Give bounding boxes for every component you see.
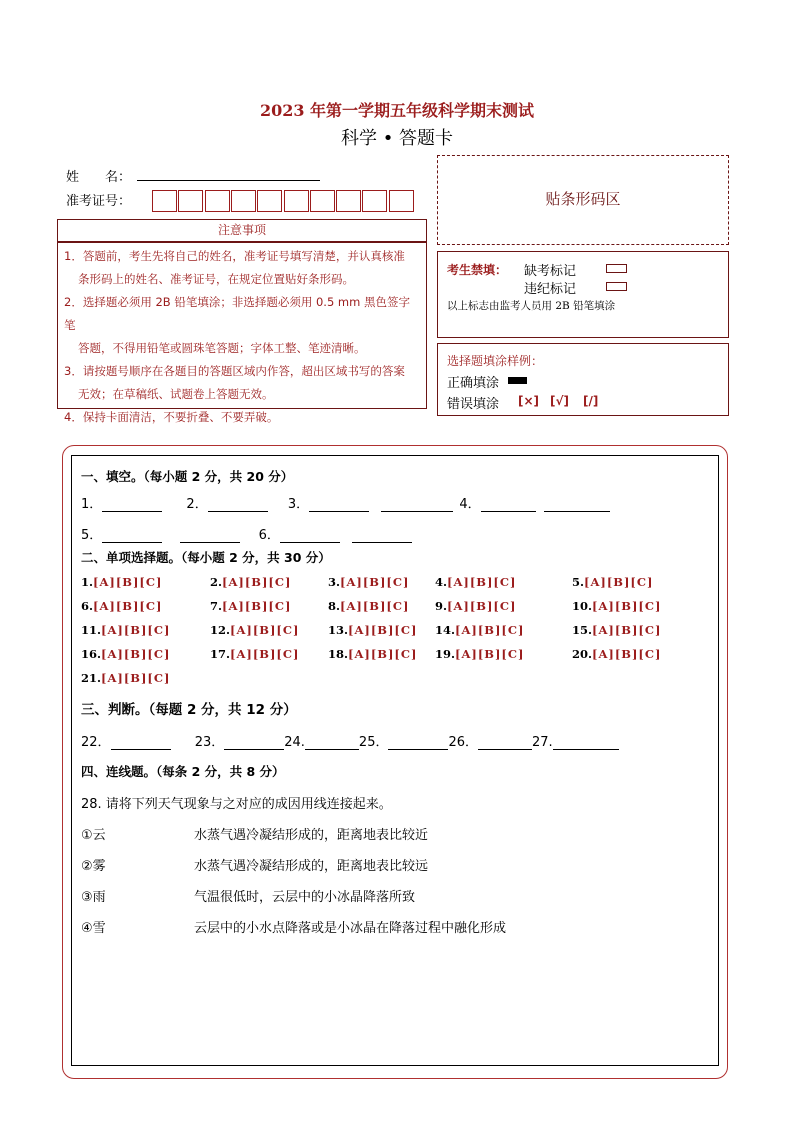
match-right-item[interactable]: 云层中的小水点降落或是小冰晶在降落过程中融化形成 [194,921,507,936]
choice-item [435,647,524,661]
id-digit-box[interactable] [178,190,203,212]
blank[interactable] [102,530,162,543]
notice-item: 4．保持卡面清洁，不要折叠、不要弄破。 [64,410,279,424]
match-left-item[interactable]: ②雾 [81,859,106,874]
wrong-mark: [/] [583,394,599,408]
choice-item [210,623,299,637]
choice-options[interactable]: [A][B][C] [447,599,517,613]
choice-options[interactable]: [A][B][C] [101,671,171,685]
notice-item: 3．请按题号顺序在各题目的答题区域内作答，超出区域书写的答案 [64,364,405,378]
id-digit-box[interactable] [284,190,309,212]
answer-area [71,455,719,1066]
choice-item [210,647,299,661]
blank[interactable] [481,499,536,512]
choice-options[interactable]: [A][B][C] [101,647,171,661]
id-digit-box[interactable] [205,190,230,212]
choice-options[interactable]: [A][B][C] [93,575,163,589]
blank[interactable] [388,737,448,750]
choice-item [572,647,661,661]
choice-options[interactable]: [A][B][C] [455,647,525,661]
judge-label: 26． [448,735,479,750]
choice-options[interactable]: [A][B][C] [584,575,654,589]
choice-number: 3. [328,575,341,589]
fill-label: 1． [81,497,103,512]
match-left-item[interactable]: ③雨 [81,890,106,905]
judge-label: 22． [81,735,111,750]
match-right-item[interactable]: 气温很低时，云层中的小冰晶降落所致 [194,890,416,905]
section-fill-title: 一、填空。（每小题 2 分，共 20 分） [81,469,294,484]
choice-number: 13. [328,623,349,637]
judge-label: 23． [194,735,225,750]
notice-title: 注意事项 [57,219,427,242]
match-right-item[interactable]: 水蒸气遇冷凝结形成的，距离地表比较近 [194,828,429,843]
choice-number: 15. [572,623,593,637]
judge-row [81,731,619,750]
page-subtitle: 科学 • 答题卡 [340,128,454,149]
choice-options[interactable]: [A][B][C] [340,599,410,613]
choice-number: 1. [81,575,94,589]
choice-options[interactable]: [A][B][C] [455,623,525,637]
section-judge-title: 三、判断。（每题 2 分，共 12 分） [81,702,297,718]
choice-number: 17. [210,647,231,661]
choice-item [81,599,162,613]
choice-item [435,575,516,589]
forbidden-note: 以上标志由监考人员用 2B 铅笔填涂 [447,300,616,312]
choice-item [435,599,516,613]
violation-checkbox[interactable] [606,282,627,291]
choice-number: 21. [81,671,102,685]
name-label: 姓 名： [66,170,132,185]
notice-item: 条形码上的姓名、准考证号，在规定位置贴好条形码。 [78,272,354,286]
choice-item [81,575,162,589]
id-digit-box[interactable] [362,190,387,212]
absent-checkbox[interactable] [606,264,627,273]
choice-options[interactable]: [A][B][C] [222,575,292,589]
choice-options[interactable]: [A][B][C] [230,623,300,637]
judge-label: 24. [284,735,305,750]
notice-item: 2．选择题必须用 2B 铅笔填涂；非选择题必须用 0.5 mm 黑色签字笔 [64,295,410,332]
choice-options[interactable]: [A][B][C] [592,623,662,637]
sample-title: 选择题填涂样例： [447,354,544,368]
choice-number: 4. [435,575,448,589]
choice-number: 7. [210,599,223,613]
choice-options[interactable]: [A][B][C] [348,623,418,637]
choice-item [328,599,409,613]
violation-label: 违纪标记 [524,282,577,297]
wrong-mark: [√] [550,394,569,408]
choice-options[interactable]: [A][B][C] [230,647,300,661]
blank[interactable] [180,530,240,543]
id-label: 准考证号： [66,194,132,209]
blank[interactable] [224,737,284,750]
blank[interactable] [352,530,412,543]
fill-label: 2． [186,497,208,512]
absent-label: 缺考标记 [524,264,577,279]
choice-number: 9. [435,599,448,613]
choice-item [572,623,661,637]
choice-options[interactable]: [A][B][C] [101,623,171,637]
blank[interactable] [305,737,359,750]
match-left-item[interactable]: ①云 [81,828,106,843]
match-left-item[interactable]: ④雪 [81,921,106,936]
choice-item [572,575,653,589]
choice-item [572,599,661,613]
choice-options[interactable]: [A][B][C] [93,599,163,613]
fill-label: 5． [81,528,103,543]
choice-number: 16. [81,647,102,661]
choice-number: 2. [210,575,223,589]
choice-number: 20. [572,647,593,661]
judge-label: 27. [532,735,553,750]
blank[interactable] [208,499,268,512]
choice-number: 5. [572,575,585,589]
blank[interactable] [309,499,369,512]
filled-mark-icon [508,377,527,384]
choice-item [81,671,170,685]
choice-options[interactable]: [A][B][C] [592,599,662,613]
blank[interactable] [111,737,171,750]
section-choice-title: 二、单项选择题。（每小题 2 分，共 30 分） [81,550,331,565]
choice-item [81,647,170,661]
notice-item: 答题，不得用铅笔或圆珠笔答题；字体工整、笔迹清晰。 [78,341,366,355]
id-digit-box[interactable] [310,190,335,212]
blank[interactable] [544,499,610,512]
choice-number: 11. [81,623,102,637]
choice-number: 10. [572,599,593,613]
choice-item [328,623,417,637]
choice-number: 18. [328,647,349,661]
blank[interactable] [102,499,162,512]
choice-number: 12. [210,623,231,637]
id-digit-box[interactable] [336,190,361,212]
choice-item [328,575,409,589]
choice-item [210,575,291,589]
id-digit-box[interactable] [152,190,177,212]
choice-number: 14. [435,623,456,637]
forbidden-label: 考生禁填： [447,263,508,277]
blank[interactable] [478,737,532,750]
choice-number: 8. [328,599,341,613]
fill-row [81,493,610,512]
choice-options[interactable]: [A][B][C] [348,647,418,661]
choice-number: 19. [435,647,456,661]
barcode-area: 贴条形码区 [437,155,729,245]
wrong-mark: [×] [518,394,540,408]
choice-options[interactable]: [A][B][C] [447,575,517,589]
id-digit-box[interactable] [257,190,282,212]
blank[interactable] [381,499,453,512]
judge-label: 25． [358,735,389,750]
choice-options[interactable]: [A][B][C] [592,647,662,661]
notice-box [57,242,427,424]
match-question: 28. 请将下列天气现象与之对应的成因用线连接起来。 [81,797,392,812]
blank[interactable] [553,737,619,750]
choice-item [435,623,524,637]
id-digit-box[interactable] [389,190,414,212]
match-right-item[interactable]: 水蒸气遇冷凝结形成的，距离地表比较远 [194,859,429,874]
wrong-label: 错误填涂 [447,397,500,412]
choice-item [328,647,417,661]
page-title: 2023 年第一学期五年级科学期末测试 [259,101,535,120]
choice-options[interactable]: [A][B][C] [222,599,292,613]
sample-box [437,343,729,416]
forbidden-box [437,251,729,338]
fill-label: 4． [459,497,481,512]
section-match-title: 四、连线题。（每条 2 分，共 8 分） [81,764,285,779]
fill-label: 3． [287,497,310,512]
fill-label: 6． [258,528,280,543]
choice-options[interactable]: [A][B][C] [340,575,410,589]
name-field[interactable] [137,180,320,181]
choice-item [210,599,291,613]
choice-item [81,623,170,637]
blank[interactable] [280,530,340,543]
notice-item: 1．答题前，考生先将自己的姓名，准考证号填写清楚，并认真核准 [64,249,405,263]
correct-label: 正确填涂 [447,376,500,391]
choice-number: 6. [81,599,94,613]
fill-row [81,524,412,543]
notice-item: 无效；在草稿纸、试题卷上答题无效。 [78,387,274,401]
id-digit-box[interactable] [231,190,256,212]
